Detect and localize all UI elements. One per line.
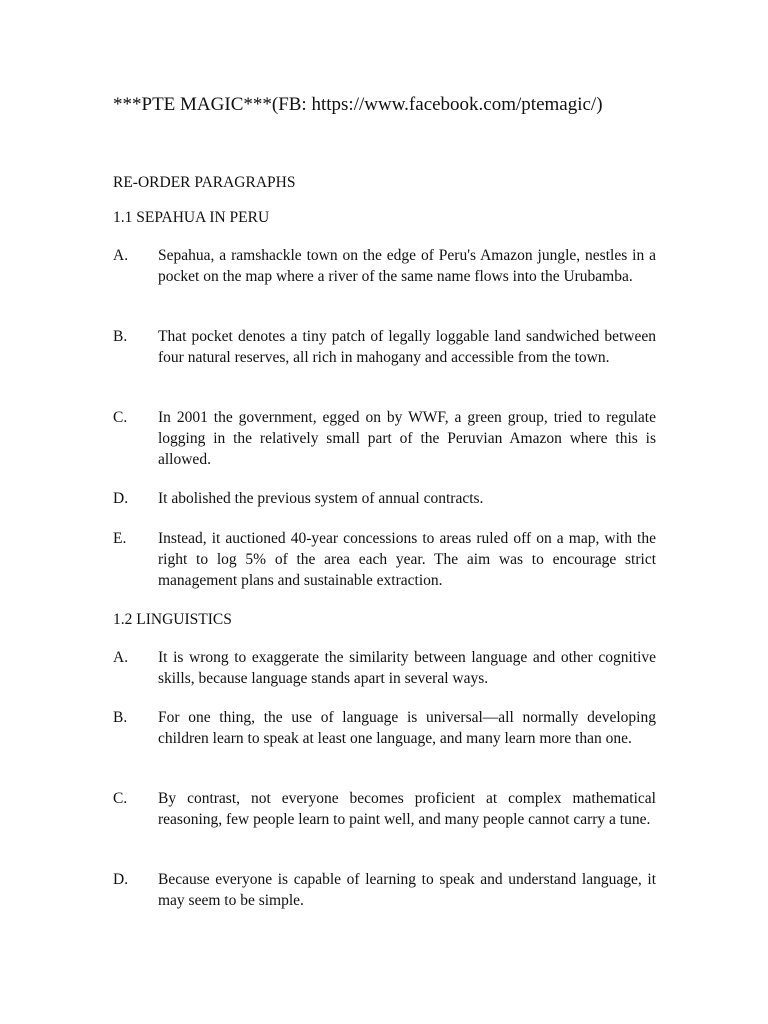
item-letter: D. xyxy=(113,871,129,888)
item-text: That pocket denotes a tiny patch of legally loggable land sandwiched between four natural reserves, all rich in mahogany and accessible from the town. xyxy=(158,328,656,366)
item-letter: E. xyxy=(113,530,127,547)
section-title: 1.2 LINGUISTICS xyxy=(113,611,232,628)
item-text: Sepahua, a ramshackle town on the edge of Peru's Amazon jungle, nestles in a pocket on the map where a river of the same name flows into the Urubamba. xyxy=(158,247,656,285)
item-text: By contrast, not everyone becomes proficient at complex mathematical reasoning, few people learn to paint well, and many people cannot carry a tune. xyxy=(158,790,656,828)
item-text: Because everyone is capable of learning to speak and understand language, it may seem to be simple. xyxy=(158,871,656,909)
item-text: In 2001 the government, egged on by WWF, a green group, tried to regulate logging in the relatively small part of the Peruvian Amazon where this is allowed. xyxy=(158,409,656,468)
item-letter: A. xyxy=(113,649,129,666)
item-letter: C. xyxy=(113,790,128,807)
item-text: For one thing, the use of language is universal—all normally developing children learn to speak at least one language, and many learn more than one. xyxy=(158,709,656,747)
section-title: 1.1 SEPAHUA IN PERU xyxy=(113,209,270,226)
doc-heading: RE-ORDER PARAGRAPHS xyxy=(113,174,296,191)
item-letter: A. xyxy=(113,247,129,264)
item-letter: D. xyxy=(113,490,129,507)
item-letter: B. xyxy=(113,709,128,726)
item-letter: C. xyxy=(113,409,128,426)
item-text: It abolished the previous system of annual contracts. xyxy=(158,490,484,507)
item-text: It is wrong to exaggerate the similarity between language and other cognitive skills, because language stands apart in several ways. xyxy=(158,649,656,687)
item-letter: B. xyxy=(113,328,128,345)
item-text: Instead, it auctioned 40-year concessions to areas ruled off on a map, with the right to log 5% of the area each year. The aim was to encourage strict management plans and sustainable extraction. xyxy=(158,530,656,589)
page-header: ***PTE MAGIC***(FB: https://www.facebook.com/ptemagic/) xyxy=(113,94,603,115)
